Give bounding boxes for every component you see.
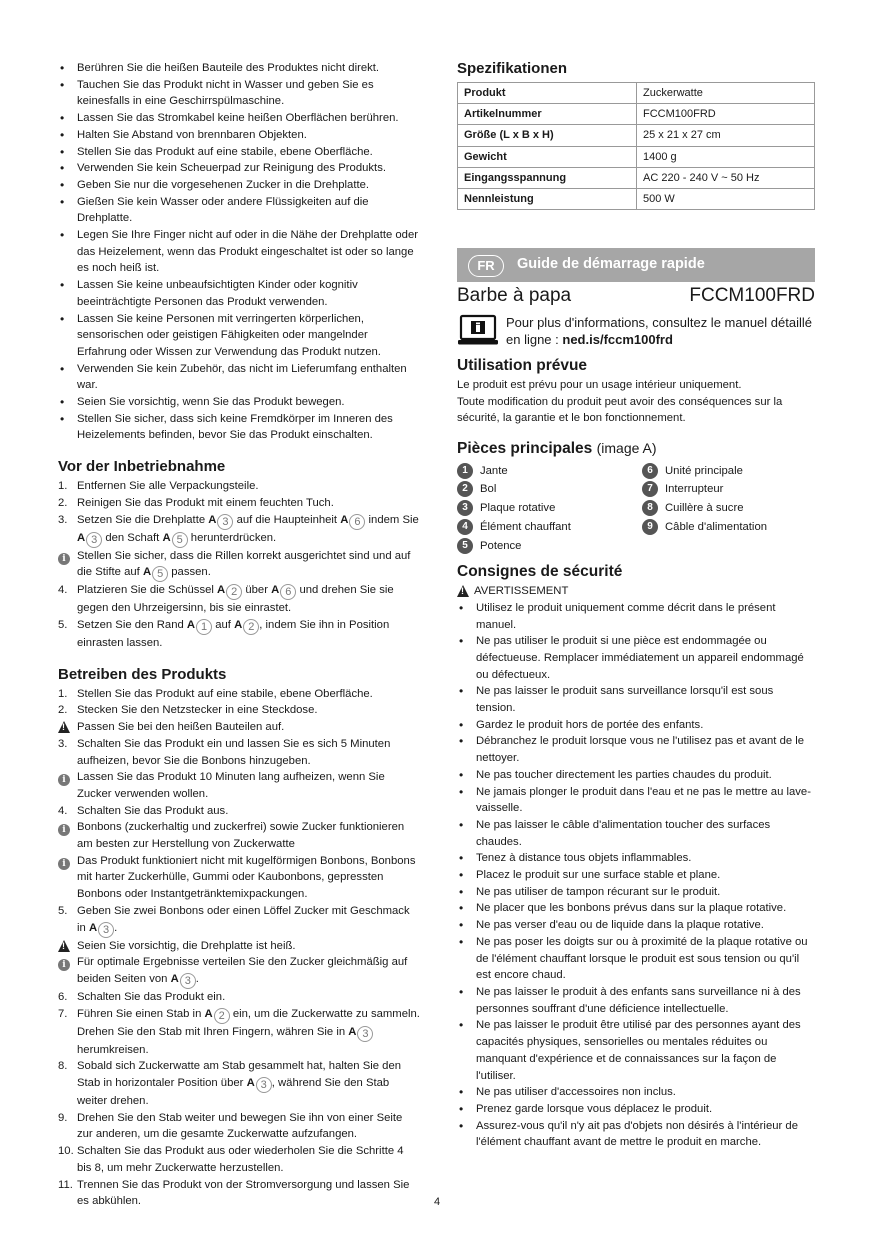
- part-label: Élément chauffant: [480, 520, 571, 533]
- list-item: • Halten Sie Abstand von brennbaren Objekten.: [58, 127, 420, 144]
- list-item: 4. Platzieren Sie die Schüssel A 2 über A 6 und drehen Sie sie gegen den Uhrzeigersinn, bis sie einrastet.: [58, 584, 394, 615]
- list-item: • Stellen Sie das Produkt auf eine stabile, ebene Oberfläche.: [58, 144, 420, 161]
- list-item: • Berühren Sie die heißen Bauteile des Produktes nicht direkt.: [58, 60, 420, 77]
- list-item: • Lassen Sie keine Personen mit verringerten körperlichen, sensorischen oder geistigen Fähigkeiten oder mangelnder Erfahrung oder Wissen zur Verwendung das Produkt nutzen.: [58, 311, 420, 361]
- table-row: [458, 104, 815, 125]
- step-text: herunterdrücken.: [190, 531, 277, 544]
- step-text: auf die Haupteinheit: [236, 513, 338, 526]
- step-text: und drehen Sie sie gegen den Uhrzeigersinn, bis sie einrastet.: [77, 584, 394, 615]
- list-item: [58, 719, 420, 736]
- list-item: [58, 819, 420, 852]
- list-item: [58, 853, 420, 903]
- part-item: [457, 536, 571, 555]
- info-icon: i: [58, 959, 70, 971]
- step-text: ein, um die Zuckerwatte zu sammeln. Drehen Sie den Stab mit Ihren Fingern, währen Sie in: [77, 1007, 420, 1038]
- right-column-top: [457, 60, 815, 210]
- page-number: 4: [433, 1196, 441, 1208]
- part-item: [457, 518, 571, 537]
- part-number: 3: [457, 500, 473, 516]
- part-label: Câble d'alimentation: [665, 520, 768, 533]
- fr-quickstart-banner: [457, 248, 815, 282]
- step-text: herumkreisen.: [77, 1043, 149, 1056]
- step-text: Schalten Sie das Produkt aus oder wiederholen Sie die Schritte 4 bis 8, um mehr Zuckerwatte herzustellen.: [77, 1145, 404, 1174]
- note-text: passen.: [171, 566, 211, 579]
- list-item: • Placez le produit sur une surface stable et plane.: [457, 867, 815, 884]
- left-column: [58, 60, 420, 1210]
- step-text: Führen Sie einen Stab in: [77, 1007, 202, 1020]
- list-item: • Tauchen Sie das Produkt nicht in Wasser und geben Sie es keinesfalls in eine Geschirrspülmaschine.: [58, 77, 420, 110]
- part-number: 2: [457, 481, 473, 497]
- section-title-vor: Vor der Inbetriebnahme: [58, 458, 226, 476]
- list-item: 5. Geben Sie zwei Bonbons oder einen Löffel Zucker mit Geschmack in A 3 .: [58, 904, 410, 936]
- list-item: • Stellen Sie sicher, dass sich keine Fremdkörper im Inneren des Heizelements befinden, bevor Sie das Produkt einschalten.: [58, 411, 420, 444]
- spec-value: 25 x 21 x 27 cm: [637, 125, 815, 146]
- product-model: FCCM100FRD: [689, 285, 815, 306]
- part-number: 4: [457, 519, 473, 535]
- table-row: [458, 125, 815, 146]
- list-item: • Ne pas utiliser d'accessoires non inclus.: [457, 1084, 815, 1101]
- list-item: • Ne pas laisser le produit sans surveillance lorsqu'il est sous tension.: [457, 683, 815, 716]
- list-item: 11. Trennen Sie das Produkt von der Stromversorgung und lassen Sie es abkühlen.: [58, 1178, 410, 1208]
- step-text: Setzen Sie den Rand: [77, 618, 184, 631]
- list-item: • Ne pas laisser le produit être utilisé par des personnes ayant des capacités physiques, sensorielles ou mentales réduites ou manquant d'expérience et de connaissances sur la façon de l'utiliser.: [457, 1017, 815, 1084]
- note-text: Für optimale Ergebnisse verteilen Sie den Zucker gleichmäßig auf beiden Seiten von: [77, 956, 408, 985]
- list-item: • Ne pas utiliser de tampon récurant sur le produit.: [457, 884, 815, 901]
- step-text: Trennen Sie das Produkt von der Stromversorgung und lassen Sie es abkühlen.: [77, 1178, 410, 1208]
- list-item: • Seien Sie vorsichtig, wenn Sie das Produkt bewegen.: [58, 394, 420, 411]
- spec-value: 1400 g: [637, 146, 815, 167]
- spec-key: Produkt: [458, 83, 637, 104]
- list-item: [58, 938, 420, 955]
- spec-key: Eingangsspannung: [458, 167, 637, 188]
- warning-line: [457, 583, 815, 600]
- table-row: [458, 188, 815, 209]
- part-label: Interrupteur: [665, 483, 724, 496]
- spec-value: FCCM100FRD: [637, 104, 815, 125]
- safety-list-de: [58, 60, 420, 444]
- list-item: • Ne pas poser les doigts sur ou à proximité de la plaque rotative ou de l'élément chauffant lorsque le produit est sous tension ou qu'il est encore chaud.: [457, 934, 815, 984]
- list-item: • Prenez garde lorsque vous déplacez le produit.: [457, 1101, 815, 1118]
- list-item: • Utilisez le produit uniquement comme décrit dans le présent manuel.: [457, 600, 815, 633]
- list-item: 3. Setzen Sie die Drehplatte A 3 auf die Haupteinheit A 6 indem Sie A 3 den Schaft A 5 herunterdrücken.: [58, 513, 419, 546]
- step-text: Entfernen Sie alle Verpackungsteile.: [77, 480, 259, 493]
- part-label: Plaque rotative: [480, 502, 556, 515]
- list-item: • Débranchez le produit lorsque vous ne l'utilisez pas et avant de le nettoyer.: [457, 733, 815, 766]
- list-item: 4. Schalten Sie das Produkt aus.: [58, 804, 229, 817]
- part-number: 1: [457, 463, 473, 479]
- parts-list: [457, 461, 815, 557]
- info-icon: i: [58, 774, 70, 786]
- list-item: • Assurez-vous qu'il n'y ait pas d'objets non désirés à l'intérieur de l'élément chauffant avant de mettre le produit en marche.: [457, 1118, 815, 1151]
- spec-table: [457, 82, 815, 210]
- note-text: Bonbons (zuckerhaltig und zuckerfrei) sowie Zucker funktionieren am besten zur Herstellung von Zuckerwatte: [77, 821, 405, 851]
- list-item: 1. Entfernen Sie alle Verpackungsteile.: [58, 480, 259, 493]
- list-item: • Ne pas verser d'eau ou de liquide dans la plaque rotative.: [457, 917, 815, 934]
- step-text: .: [114, 921, 118, 934]
- list-item: • Lassen Sie keine unbeaufsichtigten Kinder oder kognitiv beeinträchtigte Personen das Produkt verwenden.: [58, 277, 420, 310]
- warning-icon: [58, 721, 70, 733]
- list-item: 2. Reinigen Sie das Produkt mit einem feuchten Tuch.: [58, 496, 334, 509]
- safety-list-fr: [457, 600, 815, 1151]
- note-text: Stellen Sie sicher, dass die Rillen korrekt ausgerichtet sind und auf die Stifte auf: [77, 549, 411, 579]
- part-number: 6: [642, 463, 658, 479]
- parts-col-right: [642, 461, 767, 536]
- section-title-betrieb: Betreiben des Produkts: [58, 665, 227, 683]
- list-item: 8. Sobald sich Zuckerwatte am Stab gesammelt hat, halten Sie den Stab in horizontaler Position über A 3 , während Sie den Stab weiter drehen.: [58, 1060, 402, 1108]
- safety-title-fr: Consignes de sécurité: [457, 563, 623, 581]
- online-manual-note: [457, 314, 815, 348]
- note-text: .: [195, 972, 199, 985]
- list-item: i Stellen Sie sicher, dass die Rillen korrekt ausgerichtet sind und auf die Stifte auf A 5 passen.: [58, 548, 420, 583]
- step-text: Geben Sie zwei Bonbons oder einen Löffel Zucker mit Geschmack in: [77, 904, 410, 934]
- spec-value: Zuckerwatte: [637, 83, 815, 104]
- usage-text: Le produit est prévu pour un usage intérieur uniquement.: [457, 379, 742, 391]
- list-item: 10. Schalten Sie das Produkt aus oder wiederholen Sie die Schritte 4 bis 8, um mehr Zuckerwatte herzustellen.: [58, 1145, 404, 1174]
- list-item: • Ne pas toucher directement les parties chaudes du produit.: [457, 767, 815, 784]
- step-text: Stecken Sie den Netzstecker in eine Steckdose.: [77, 704, 318, 717]
- list-item: • Gießen Sie kein Wasser oder andere Flüssigkeiten auf die Drehplatte.: [58, 194, 420, 227]
- parts-title-text: Pièces principales: [457, 440, 593, 458]
- usage-title: Utilisation prévue: [457, 357, 588, 374]
- step-text: Schalten Sie das Produkt ein.: [77, 990, 226, 1003]
- part-label: Cuillère à sucre: [665, 502, 744, 515]
- list-item: • Verwenden Sie kein Zubehör, das nicht im Lieferumfang enthalten war.: [58, 361, 420, 394]
- parts-col-left: [457, 461, 571, 555]
- table-row: [458, 167, 815, 188]
- spec-title: Spezifikationen: [457, 60, 568, 77]
- parts-subtitle: (image A): [596, 440, 657, 457]
- list-item: 7. Führen Sie einen Stab in A 2 ein, um die Zuckerwatte zu sammeln. Drehen Sie den Stab mit Ihren Fingern, währen Sie in A 3 herumkreisen.: [58, 1007, 420, 1056]
- part-number: 5: [457, 538, 473, 554]
- step-text: Schalten Sie das Produkt aus.: [77, 804, 229, 817]
- warning-text: Seien Sie vorsichtig, die Drehplatte ist heiß.: [77, 939, 296, 952]
- list-item: • Geben Sie nur die vorgesehenen Zucker in die Drehplatte.: [58, 177, 420, 194]
- list-item: • Ne pas laisser le câble d'alimentation toucher des surfaces chaudes.: [457, 817, 815, 850]
- info-icon: i: [58, 553, 70, 565]
- part-number: 7: [642, 481, 658, 497]
- step-text: indem Sie: [368, 513, 419, 526]
- usage-text-2: Toute modification du produit peut avoir des conséquences sur la sécurité, la garantie et le bon fonctionnement.: [457, 395, 783, 425]
- part-label: Bol: [480, 483, 497, 496]
- list-item: [58, 769, 420, 802]
- note-text: Das Produkt funktioniert nicht mit kugelförmigen Bonbons, Bonbons mit harter Zuckerhülle, Gummi oder Kaubonbons, gepressten Bonbons oder Instantgetränktemixpackungen.: [77, 854, 416, 901]
- step-text: Reinigen Sie das Produkt mit einem feuchten Tuch.: [77, 496, 334, 509]
- step-text: Setzen Sie die Drehplatte: [77, 513, 206, 526]
- info-icon: i: [58, 824, 70, 836]
- vor-steps: [58, 478, 420, 652]
- list-item: • Tenez à distance tous objets inflammables.: [457, 850, 815, 867]
- warning-label: AVERTISSEMENT: [474, 585, 569, 598]
- list-item: 5. Setzen Sie den Rand A 1 auf A 2 , indem Sie ihn in Position einrasten lassen.: [58, 618, 390, 649]
- part-number: 9: [642, 519, 658, 535]
- part-item: [457, 480, 571, 499]
- step-text: , indem Sie ihn in Position einrasten lassen.: [77, 618, 390, 649]
- product-header: [457, 285, 815, 307]
- list-item: • Gardez le produit hors de portée des enfants.: [457, 717, 815, 734]
- banner-title: Guide de démarrage rapide: [517, 256, 705, 272]
- warning-text: Passen Sie bei den heißen Bauteilen auf.: [77, 721, 285, 734]
- step-text: Schalten Sie das Produkt ein und lassen Sie es sich 5 Minuten aufheizen, bevor Sie die Bonbons hinzugeben.: [77, 737, 391, 767]
- info-icon: i: [58, 858, 70, 870]
- list-item: i Für optimale Ergebnisse verteilen Sie den Zucker gleichmäßig auf beiden Seiten von A 3 .: [58, 954, 420, 989]
- list-item: 2. Stecken Sie den Netzstecker in eine Steckdose.: [58, 704, 318, 717]
- part-label: Jante: [480, 464, 508, 477]
- part-number: 8: [642, 500, 658, 516]
- table-row: [458, 146, 815, 167]
- part-label: Unité principale: [665, 464, 743, 477]
- list-item: • Ne placer que les bonbons prévus dans sur la plaque rotative.: [457, 900, 815, 917]
- part-item: [457, 461, 571, 480]
- fr-section: [457, 285, 815, 1151]
- part-item: [642, 461, 767, 480]
- list-item: • Legen Sie Ihre Finger nicht auf oder in die Nähe der Drehplatte oder das Heizelement, wenn das Produkt eingeschaltet ist oder so lange es noch heiß ist.: [58, 227, 420, 277]
- step-text: , während Sie den Stab weiter drehen.: [77, 1077, 390, 1108]
- step-text: den Schaft: [105, 531, 160, 544]
- betrieb-steps: [58, 686, 420, 1210]
- list-item: 9. Drehen Sie den Stab weiter und bewegen Sie ihn von einer Seite zur anderen, um die gesamte Zuckerwatte aufzufangen.: [58, 1111, 403, 1141]
- step-text: Platzieren Sie die Schüssel: [77, 584, 214, 597]
- table-row: [458, 83, 815, 104]
- list-item: 6. Schalten Sie das Produkt ein.: [58, 990, 226, 1003]
- list-item: • Ne jamais plonger le produit dans l'eau et ne pas le mettre au lave-vaisselle.: [457, 784, 815, 817]
- step-text: Drehen Sie den Stab weiter und bewegen Sie ihn von einer Seite zur anderen, um die gesamte Zuckerwatte aufzufangen.: [77, 1111, 403, 1141]
- info-text: Pour plus d'informations, consultez le manuel détaillé en ligne :: [506, 315, 812, 347]
- parts-title: [457, 439, 815, 458]
- list-item: • Lassen Sie das Stromkabel keine heißen Oberflächen berühren.: [58, 110, 420, 127]
- warning-icon: [58, 940, 70, 952]
- spec-key: Gewicht: [458, 146, 637, 167]
- laptop-manual-icon: [457, 314, 499, 348]
- note-text: Lassen Sie das Produkt 10 Minuten lang aufheizen, wenn Sie Zucker verwenden wollen.: [77, 771, 385, 800]
- list-item: 1. Stellen Sie das Produkt auf eine stabile, ebene Oberfläche.: [58, 687, 373, 700]
- list-item: 3. Schalten Sie das Produkt ein und lassen Sie es sich 5 Minuten aufheizen, bevor Sie die Bonbons hinzugeben.: [58, 737, 391, 767]
- part-item: [457, 499, 571, 518]
- spec-value: AC 220 - 240 V ~ 50 Hz: [637, 167, 815, 188]
- spec-value: 500 W: [637, 188, 815, 209]
- part-label: Potence: [480, 539, 522, 552]
- warning-icon: [457, 585, 469, 597]
- manual-link[interactable]: ned.is/fccm100frd: [562, 332, 673, 347]
- spec-key: Größe (L x B x H): [458, 125, 637, 146]
- list-item: • Ne pas utiliser le produit si une pièce est endommagée ou défectueuse. Remplacer immédiatement un appareil endommagé ou défectueux.: [457, 633, 815, 683]
- spec-key: Artikelnummer: [458, 104, 637, 125]
- spec-key: Nennleistung: [458, 188, 637, 209]
- step-text: Stellen Sie das Produkt auf eine stabile, ebene Oberfläche.: [77, 687, 373, 700]
- step-text: auf: [215, 618, 231, 631]
- part-item: [642, 499, 767, 518]
- part-item: [642, 480, 767, 499]
- language-badge: FR: [468, 255, 504, 277]
- product-name: Barbe à papa: [457, 285, 572, 306]
- step-text: Sobald sich Zuckerwatte am Stab gesammelt hat, halten Sie den Stab in horizontaler Position über: [77, 1060, 402, 1090]
- list-item: • Ne pas laisser le produit à des enfants sans surveillance ni à des personnes souffrant d'une déficience intellectuelle.: [457, 984, 815, 1017]
- list-item: • Verwenden Sie kein Scheuerpad zur Reinigung des Produkts.: [58, 160, 420, 177]
- part-item: [642, 518, 767, 537]
- step-text: über: [245, 584, 268, 597]
